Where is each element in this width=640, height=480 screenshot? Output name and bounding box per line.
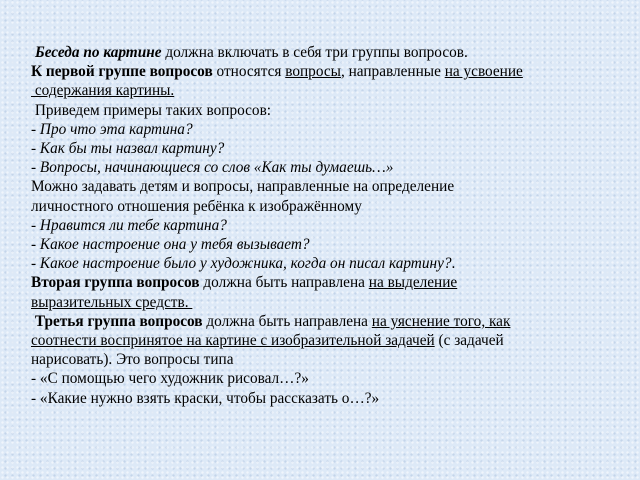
text-span: (с задачей bbox=[434, 332, 504, 350]
text-span: - «С помощью чего художник рисовал…?» bbox=[31, 370, 309, 388]
text-line bbox=[31, 158, 611, 177]
text-span: нарисовать). Это вопросы типа bbox=[31, 351, 234, 369]
underlined-text: содержания картины. bbox=[31, 82, 175, 100]
text-span: Можно задавать детям и вопросы, направленные на определение bbox=[31, 178, 455, 196]
text-line bbox=[31, 81, 611, 100]
text-line bbox=[31, 101, 611, 120]
text-span: - bbox=[31, 216, 40, 234]
text-line bbox=[31, 331, 611, 350]
italic-text: Как бы ты назвал картину? bbox=[39, 140, 225, 158]
text-line bbox=[31, 312, 611, 331]
text-line bbox=[31, 293, 611, 312]
italic-text: Какое настроение было у художника, когда он писал картину? bbox=[39, 255, 452, 273]
text-line bbox=[31, 197, 611, 216]
text-span: - bbox=[31, 255, 40, 273]
text-line bbox=[31, 273, 611, 292]
italic-text: Какое настроение она у тебя вызывает? bbox=[39, 236, 310, 254]
italic-text: Вопросы, начинающиеся со слов «Как ты думаешь…» bbox=[39, 159, 394, 177]
text-line bbox=[31, 235, 611, 254]
bold-text: К первой группе вопросов bbox=[31, 63, 213, 81]
underlined-text: вопросы bbox=[285, 63, 341, 81]
text-span: - «Какие нужно взять краски, чтобы рассказать о…?» bbox=[31, 389, 380, 407]
underlined-text: на усвоение bbox=[444, 63, 523, 81]
text-line bbox=[31, 177, 611, 196]
text-line bbox=[31, 43, 611, 62]
text-line bbox=[31, 216, 611, 235]
underlined-text: соотнести воспринятое на картине с изобразительной задачей bbox=[31, 332, 435, 350]
text-span: Приведем примеры таких вопросов: bbox=[31, 101, 272, 119]
text-span: должна быть направлена bbox=[199, 274, 369, 292]
italic-text: Про что эта картина? bbox=[39, 120, 193, 138]
underlined-text: на уяснение того, как bbox=[371, 312, 511, 330]
slide-text-body bbox=[31, 43, 611, 408]
text-span: - bbox=[31, 140, 40, 158]
text-line bbox=[31, 120, 611, 139]
text-span: должна быть направлена bbox=[202, 312, 372, 330]
italic-text: Нравится ли тебе картина? bbox=[39, 216, 227, 234]
underlined-text: выразительных средств. bbox=[31, 293, 193, 311]
text-line bbox=[31, 254, 611, 273]
text-span: личностного отношения ребёнка к изображённому bbox=[31, 197, 362, 215]
text-line bbox=[31, 62, 611, 81]
text-span: - bbox=[31, 236, 40, 254]
text-span: , направленные bbox=[340, 63, 445, 81]
text-span: должна включать в себя три группы вопросов. bbox=[161, 44, 468, 61]
text-span: относятся bbox=[212, 63, 286, 81]
bold-text: Третья группа вопросов bbox=[31, 312, 203, 330]
text-line bbox=[31, 139, 611, 158]
text-line bbox=[31, 389, 611, 408]
underlined-text: на выделение bbox=[368, 274, 458, 292]
text-line bbox=[31, 350, 611, 369]
bold-text: Вторая группа вопросов bbox=[31, 274, 200, 292]
text-span: - bbox=[31, 159, 40, 177]
text-span: - bbox=[31, 120, 40, 138]
text-span: . bbox=[451, 255, 456, 273]
bold-text: Беседа по картине bbox=[35, 44, 162, 61]
text-line bbox=[31, 369, 611, 388]
